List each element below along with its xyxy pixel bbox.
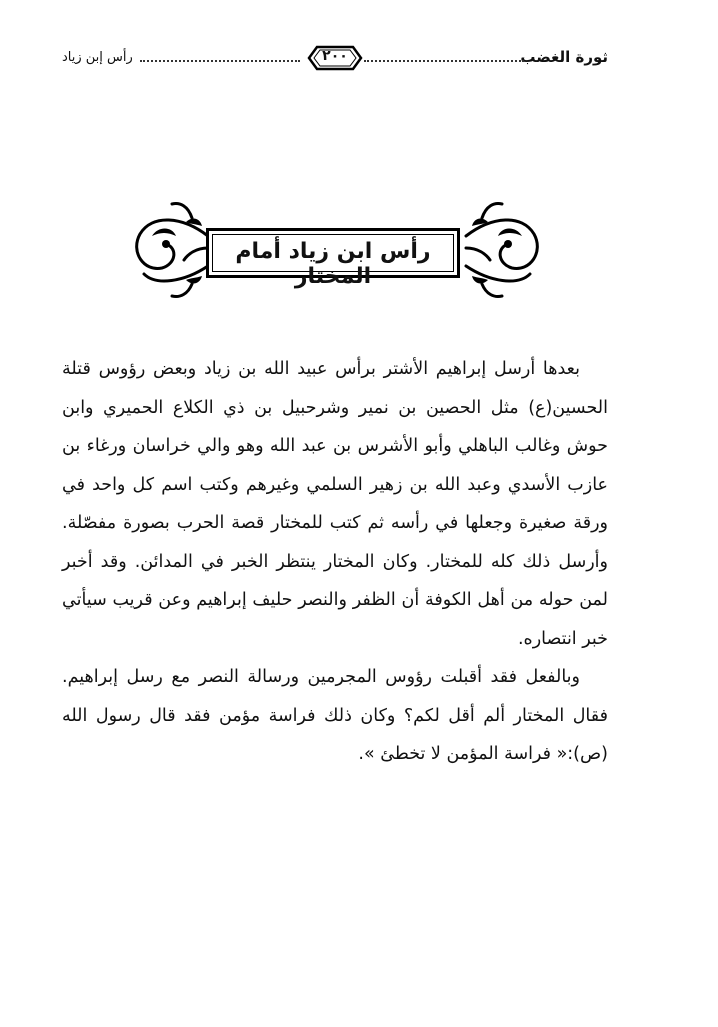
body-text [62, 350, 608, 774]
page-number: ٢٠٠ [322, 48, 348, 64]
chapter-banner [122, 196, 552, 306]
page-number-badge [307, 44, 363, 72]
chapter-title: رأس إبن زياد [62, 50, 133, 65]
page-header [62, 44, 608, 74]
paragraph: وبالفعل فقد أقبلت رؤوس المجرمين ورسالة النصر مع رسل إبراهيم. فقال المختار ألم أقل لكم؟ وكان ذلك فراسة مؤمن فقد قال رسول الله (ص):« فراسة المؤمن لا تخطئ ». [62, 667, 608, 764]
book-title: ثورة الغضب [520, 48, 608, 66]
header-dotted-leader-left [140, 60, 300, 62]
paragraph: بعدها أرسل إبراهيم الأشتر برأس عبيد الله بن زياد وبعض رؤوس قتلة الحسين(ع) مثل الحصين بن نمير وشرحبيل بن ذي الكلاع الحميري وابن حوش وغالب الباهلي وأبو الأشرس بن عبد الله وهو والي خراسان ورغاء بن عازب الأسدي وعبد الله بن زهير السلمي وغيرهم وكتب اسم كل واحد في ورقة صغيرة وجعلها في رأسه ثم كتب للمختار قصة الحرب بصورة مفصّلة. وأرسل ذلك كله للمختار. وكان المختار ينتظر الخبر في المدائن. وقد أخبر لمن حوله من أهل الكوفة أن الظفر والنصر حليف إبراهيم وعن قريب سيأتي خبر انتصاره. [62, 359, 608, 649]
header-dotted-leader-right [364, 60, 524, 62]
section-heading: رأس ابن زياد أمام المختار [235, 239, 431, 289]
banner-frame [206, 228, 460, 289]
